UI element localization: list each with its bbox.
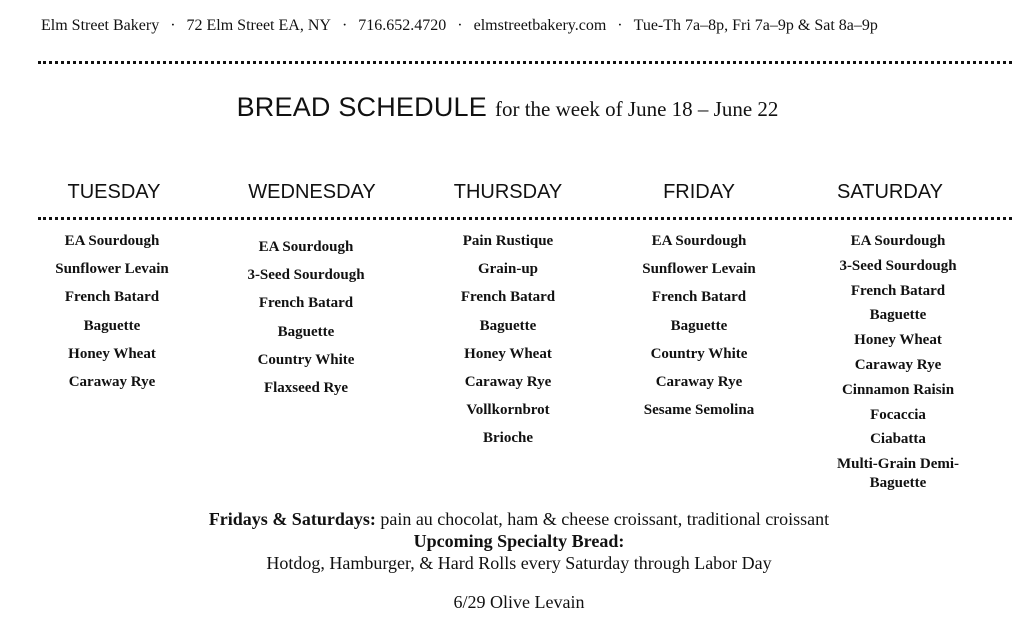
list-item: Honey Wheat bbox=[68, 345, 156, 362]
specialty-text: Hotdog, Hamburger, & Hard Rolls every Saturday through Labor Day bbox=[266, 553, 772, 573]
list-item: Baguette bbox=[277, 323, 335, 340]
list-item: Baguette bbox=[670, 317, 728, 334]
list-item: French Batard bbox=[258, 295, 354, 312]
bread-list-thursday bbox=[408, 227, 608, 453]
dotted-divider-top bbox=[38, 61, 1012, 64]
page-title bbox=[0, 92, 1015, 123]
day-heading-saturday: SATURDAY bbox=[837, 181, 943, 203]
list-item: Multi-Grain Demi-Baguette bbox=[836, 456, 960, 492]
list-item: 3-Seed Sourdough bbox=[839, 257, 957, 274]
separator-dot: · bbox=[617, 17, 623, 34]
separator-dot: · bbox=[341, 17, 348, 34]
bread-list-saturday bbox=[798, 229, 998, 493]
bakery-hours: Tue-Th 7a–8p, Fri 7a–9p & Sat 8a–9p bbox=[633, 17, 878, 34]
list-item: Brioche bbox=[483, 430, 533, 447]
bakery-phone: 716.652.4720 bbox=[358, 17, 447, 34]
title-main: BREAD SCHEDULE bbox=[236, 92, 487, 122]
list-item: Sunflower Levain bbox=[642, 261, 756, 278]
bread-list-tuesday bbox=[12, 227, 212, 396]
list-item: Focaccia bbox=[870, 406, 926, 423]
upcoming-bread: 6/29 Olive Levain bbox=[453, 592, 585, 612]
bakery-info-bar bbox=[41, 17, 981, 35]
bakery-website: elmstreetbakery.com bbox=[473, 17, 607, 34]
list-item: Vollkornbrot bbox=[466, 402, 550, 419]
list-item: Flaxseed Rye bbox=[263, 380, 349, 397]
list-item: 3-Seed Sourdough bbox=[247, 267, 365, 284]
list-item: Grain-up bbox=[477, 261, 538, 278]
separator-dot: · bbox=[170, 17, 176, 34]
list-item: Baguette bbox=[83, 317, 141, 334]
day-heading-wednesday: WEDNESDAY bbox=[248, 181, 376, 203]
list-item: French Batard bbox=[460, 289, 556, 306]
bread-list-friday bbox=[599, 227, 799, 424]
list-item: Baguette bbox=[479, 317, 537, 334]
weekend-label: Fridays & Saturdays: bbox=[208, 509, 376, 529]
list-item: Honey Wheat bbox=[854, 332, 942, 349]
list-item: Sesame Semolina bbox=[643, 402, 755, 419]
list-item: French Batard bbox=[850, 282, 946, 299]
list-item: EA Sourdough bbox=[258, 239, 354, 255]
weekend-pastries-line bbox=[0, 509, 1015, 530]
list-item: Baguette bbox=[869, 307, 927, 324]
list-item: Country White bbox=[257, 351, 355, 368]
day-heading-tuesday: TUESDAY bbox=[67, 181, 161, 203]
list-item: Sunflower Levain bbox=[55, 261, 169, 278]
bakery-name: Elm Street Bakery bbox=[41, 17, 160, 34]
specialty-heading: Upcoming Specialty Bread: bbox=[413, 531, 625, 551]
list-item: EA Sourdough bbox=[64, 233, 160, 249]
list-item: Caraway Rye bbox=[464, 374, 552, 391]
weekend-items: pain au chocolat, ham & cheese croissant, traditional croissant bbox=[380, 509, 830, 529]
dotted-divider-days bbox=[38, 217, 1012, 220]
list-item: EA Sourdough bbox=[651, 233, 747, 249]
list-item: Honey Wheat bbox=[464, 345, 552, 362]
separator-dot: · bbox=[457, 17, 463, 34]
list-item: French Batard bbox=[64, 289, 160, 306]
day-heading-friday: FRIDAY bbox=[663, 181, 735, 203]
list-item: French Batard bbox=[651, 289, 747, 306]
list-item: Pain Rustique bbox=[462, 233, 554, 249]
list-item: Country White bbox=[650, 345, 748, 362]
bread-list-wednesday bbox=[206, 233, 406, 402]
list-item: Caraway Rye bbox=[854, 356, 942, 373]
list-item: EA Sourdough bbox=[850, 233, 946, 249]
list-item: Caraway Rye bbox=[655, 374, 743, 391]
list-item: Cinnamon Raisin bbox=[841, 381, 955, 398]
list-item: Ciabatta bbox=[870, 431, 926, 448]
list-item: Caraway Rye bbox=[68, 374, 156, 391]
day-heading-thursday: THURSDAY bbox=[453, 181, 563, 203]
bakery-address: 72 Elm Street EA, NY bbox=[186, 17, 331, 34]
title-subtitle: for the week of June 18 – June 22 bbox=[494, 97, 779, 121]
